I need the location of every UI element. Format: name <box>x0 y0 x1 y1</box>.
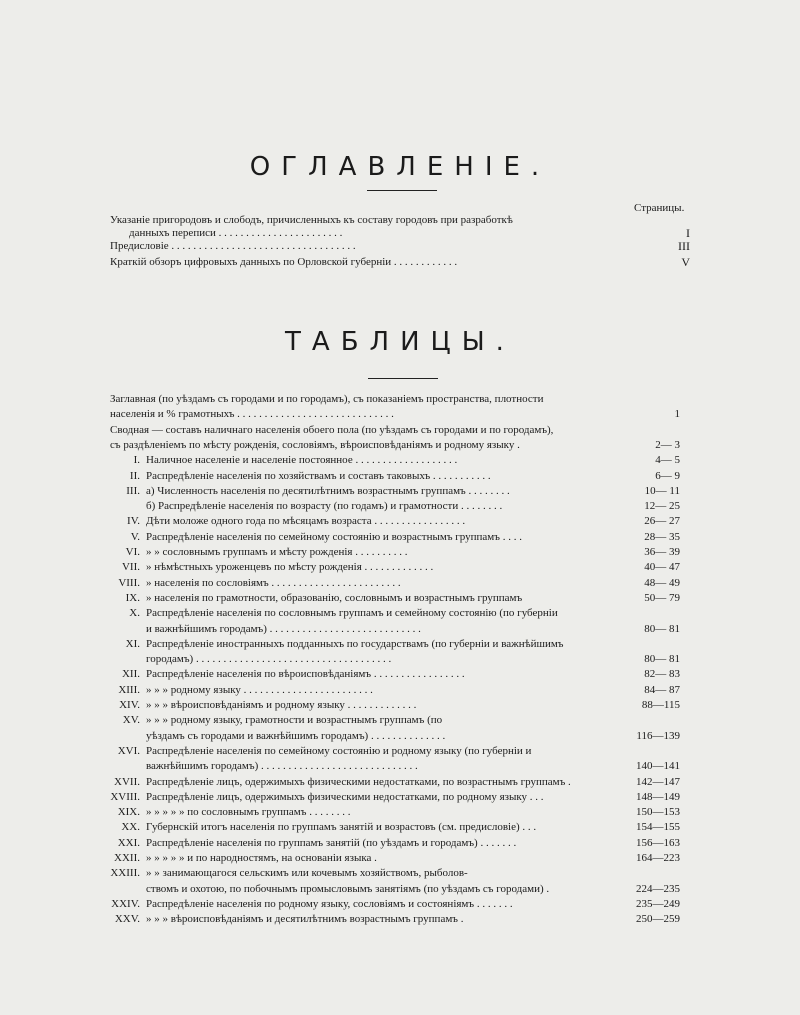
contents-entry-page: III <box>678 239 690 253</box>
table-title: » населенія по сословіямъ . . . . . . . . . . . . . . . . . . . . . . . . <box>146 577 401 589</box>
table-title: Распредѣленіе лицъ, одержимыхъ физическими недостатками, по родному языку . . . <box>146 791 544 803</box>
table-title: Распредѣленіе населенія по семейному состоянію и родному языку (по губерніи и <box>146 745 532 757</box>
contents-title: ОГЛАВЛЕНІЕ. <box>249 152 551 182</box>
table-title: городамъ) . . . . . . . . . . . . . . . . . . . . . . . . . . . . . . . . . . . . <box>146 653 392 665</box>
table-number: XXV. <box>114 913 140 925</box>
title-rule <box>367 190 437 191</box>
table-number: XV. <box>122 714 140 726</box>
table-row <box>110 820 680 835</box>
table-title: Распредѣленіе иностранныхъ подданныхъ по государствамъ (по губерніи и важнѣйшимъ <box>146 638 564 650</box>
table-pages: 4— 5 <box>655 454 680 466</box>
table-pages: 82— 83 <box>644 668 680 680</box>
table-title: » » » » » по сословнымъ группамъ . . . . . . . . <box>146 806 351 818</box>
table-row <box>110 484 680 499</box>
table-number: XXII. <box>114 852 140 864</box>
table-pages: 28— 35 <box>644 531 680 543</box>
table-pages: 48— 49 <box>644 577 680 589</box>
table-row <box>110 392 680 407</box>
table-pages: 140—141 <box>636 760 680 772</box>
table-title: Распредѣленіе населенія по семейному состоянію и возрастнымъ группамъ . . . . <box>146 531 522 543</box>
table-number: XXIII. <box>110 867 140 879</box>
table-title: ствомъ и охотою, по побочнымъ промысловымъ занятіямъ (по уѣздамъ съ городами) . <box>146 883 550 895</box>
table-number: XVI. <box>117 745 140 757</box>
table-number: IV. <box>127 515 140 527</box>
table-title: » » занимающагося сельскимъ или кочевымъ хозяйствомъ, рыболов- <box>146 867 468 879</box>
table-row <box>110 469 680 484</box>
table-number: XII. <box>121 668 140 680</box>
table-row <box>110 530 680 545</box>
table-number: II. <box>129 470 140 482</box>
table-number: III. <box>126 485 140 497</box>
table-title: Наличное населеніе и населеніе постоянное . . . . . . . . . . . . . . . . . . . <box>146 454 458 466</box>
table-row <box>110 836 680 851</box>
table-number: VIII. <box>118 577 140 589</box>
table-number: V. <box>130 531 140 543</box>
table-title: Дѣти моложе одного года по мѣсяцамъ возраста . . . . . . . . . . . . . . . . . <box>146 515 466 527</box>
table-row <box>110 576 680 591</box>
table-title: Распредѣленіе населенія по вѣроисповѣданіямъ . . . . . . . . . . . . . . . . . <box>146 668 465 680</box>
table-pages: 142—147 <box>636 776 680 788</box>
table-row <box>110 790 680 805</box>
pages-column-label: Страницы. <box>634 202 685 214</box>
contents-entry-text: Предисловіе . . . . . . . . . . . . . . . . . . . . . . . . . . . . . . . . . . <box>110 240 356 252</box>
table-row <box>110 729 680 744</box>
table-number: VII. <box>121 561 140 573</box>
contents-entry-text: данныхъ переписи . . . . . . . . . . . . . . . . . . . . . . . <box>129 227 343 239</box>
table-pages: 154—155 <box>636 821 680 833</box>
table-title: Губернскій итогъ населенія по группамъ занятій и возрастовъ (см. предисловіе) . . . <box>146 821 537 833</box>
contents-entry-text: Краткій обзоръ цифровыхъ данныхъ по Орловской губерніи . . . . . . . . . . . . <box>110 256 458 268</box>
tables-title: ТАБЛИЦЫ. <box>285 327 515 357</box>
table-pages: 116—139 <box>636 730 680 742</box>
contents-entry-text: Указаніе пригородовъ и слободъ, причисленныхъ къ составу городовъ при разработкѣ <box>110 214 513 226</box>
table-pages: 148—149 <box>636 791 680 803</box>
table-row <box>110 407 680 422</box>
table-row <box>110 591 680 606</box>
table-title: » нѣмѣстныхъ уроженцевъ по мѣсту рожденія . . . . . . . . . . . . . <box>146 561 434 573</box>
table-number: IX. <box>125 592 140 604</box>
table-title: Распредѣленіе лицъ, одержимыхъ физическими недостатками, по возрастнымъ группамъ . <box>146 776 571 788</box>
table-title: съ раздѣленіемъ по мѣсту рожденія, сословіямъ, вѣроисповѣданіямъ и родному языку . <box>110 439 520 451</box>
table-row <box>110 667 680 682</box>
table-pages: 6— 9 <box>655 470 680 482</box>
table-row <box>110 775 680 790</box>
table-number: XIV. <box>119 699 140 711</box>
table-title: уѣздамъ съ городами и важнѣйшимъ городамъ) . . . . . . . . . . . . . . <box>146 730 446 742</box>
table-number: XI. <box>125 638 140 650</box>
table-row <box>110 423 680 438</box>
table-row <box>110 545 680 560</box>
table-row <box>110 560 680 575</box>
table-row <box>110 912 680 927</box>
table-row <box>110 606 680 621</box>
table-title: б) Распредѣленіе населенія по возрасту (по годамъ) и грамотности . . . . . . . . <box>146 500 503 512</box>
table-row <box>110 637 680 652</box>
table-number: I. <box>133 454 140 466</box>
table-number: XXIV. <box>111 898 140 910</box>
table-number: XVII. <box>114 776 140 788</box>
table-pages: 164—223 <box>636 852 680 864</box>
table-pages: 26— 27 <box>644 515 680 527</box>
table-pages: 50— 79 <box>644 592 680 604</box>
table-number: XIX. <box>117 806 140 818</box>
table-row <box>110 851 680 866</box>
table-title: Распредѣленіе населенія по родному языку, сословіямъ и состояніямъ . . . . . . . <box>146 898 513 910</box>
table-title: и важнѣйшимъ городамъ) . . . . . . . . . . . . . . . . . . . . . . . . . . . . <box>146 623 421 635</box>
table-pages: 1 <box>674 408 680 420</box>
table-row <box>110 882 680 897</box>
table-row <box>110 866 680 881</box>
table-pages: 150—153 <box>636 806 680 818</box>
table-row <box>110 683 680 698</box>
table-title: » » » вѣроисповѣданіямъ и десятилѣтнимъ возрастнымъ группамъ . <box>146 913 464 925</box>
table-row <box>110 652 680 667</box>
table-title: » » » родному языку, грамотности и возрастнымъ группамъ (по <box>146 714 443 726</box>
table-number: XXI. <box>117 837 140 849</box>
table-title: » » сословнымъ группамъ и мѣсту рожденія . . . . . . . . . . <box>146 546 408 558</box>
table-title: » » » вѣроисповѣданіямъ и родному языку . . . . . . . . . . . . . <box>146 699 417 711</box>
table-pages: 156—163 <box>636 837 680 849</box>
table-title: Сводная — составъ наличнаго населенія обоего пола (по уѣздамъ съ городами и по городамъ), <box>110 424 554 436</box>
table-title: Заглавная (по уѣздамъ съ городами и по городамъ), съ показаніемъ пространства, плотности <box>110 393 544 405</box>
table-row <box>110 759 680 774</box>
table-number: X. <box>129 607 140 619</box>
table-title: Распредѣленіе населенія по сословнымъ группамъ и семейному состоянію (по губерніи <box>146 607 558 619</box>
table-row <box>110 499 680 514</box>
table-number: VI. <box>125 546 140 558</box>
table-pages: 10— 11 <box>644 485 680 497</box>
table-row <box>110 713 680 728</box>
table-pages: 40— 47 <box>644 561 680 573</box>
table-number: XIII. <box>118 684 140 696</box>
table-row <box>110 453 680 468</box>
contents-entry-page: I <box>686 226 690 240</box>
table-row <box>110 514 680 529</box>
table-title: Распредѣленіе населенія по группамъ занятій (по уѣздамъ и городамъ) . . . . . . . <box>146 837 517 849</box>
table-row <box>110 622 680 637</box>
table-pages: 80— 81 <box>644 623 680 635</box>
table-pages: 84— 87 <box>644 684 680 696</box>
table-number: XX. <box>121 821 140 833</box>
table-pages: 250—259 <box>636 913 680 925</box>
table-pages: 224—235 <box>636 883 680 895</box>
table-title: » населенія по грамотности, образованію, сословнымъ и возрастнымъ группамъ <box>146 592 523 604</box>
table-title: » » » » » и по народностямъ, на основаніи языка . <box>146 852 377 864</box>
table-pages: 2— 3 <box>655 439 680 451</box>
table-pages: 235—249 <box>636 898 680 910</box>
table-row <box>110 897 680 912</box>
table-pages: 36— 39 <box>644 546 680 558</box>
table-number: XVIII. <box>110 791 140 803</box>
table-title: важнѣйшимъ городамъ) . . . . . . . . . . . . . . . . . . . . . . . . . . . . . <box>146 760 418 772</box>
table-pages: 88—115 <box>641 699 680 711</box>
table-title: а) Численность населенія по десятилѣтнимъ возрастнымъ группамъ . . . . . . . . <box>146 485 510 497</box>
table-row <box>110 698 680 713</box>
tables-rule <box>368 378 438 379</box>
table-pages: 80— 81 <box>644 653 680 665</box>
table-row <box>110 744 680 759</box>
table-title: населенія и % грамотныхъ . . . . . . . . . . . . . . . . . . . . . . . . . . . . . <box>110 408 394 420</box>
table-row <box>110 805 680 820</box>
table-title: Распредѣленіе населенія по хозяйствамъ и составъ таковыхъ . . . . . . . . . . . <box>146 470 491 482</box>
contents-entry-page: V <box>681 255 690 269</box>
table-title: » » » родному языку . . . . . . . . . . . . . . . . . . . . . . . . <box>146 684 373 696</box>
table-row <box>110 438 680 453</box>
table-pages: 12— 25 <box>644 500 680 512</box>
